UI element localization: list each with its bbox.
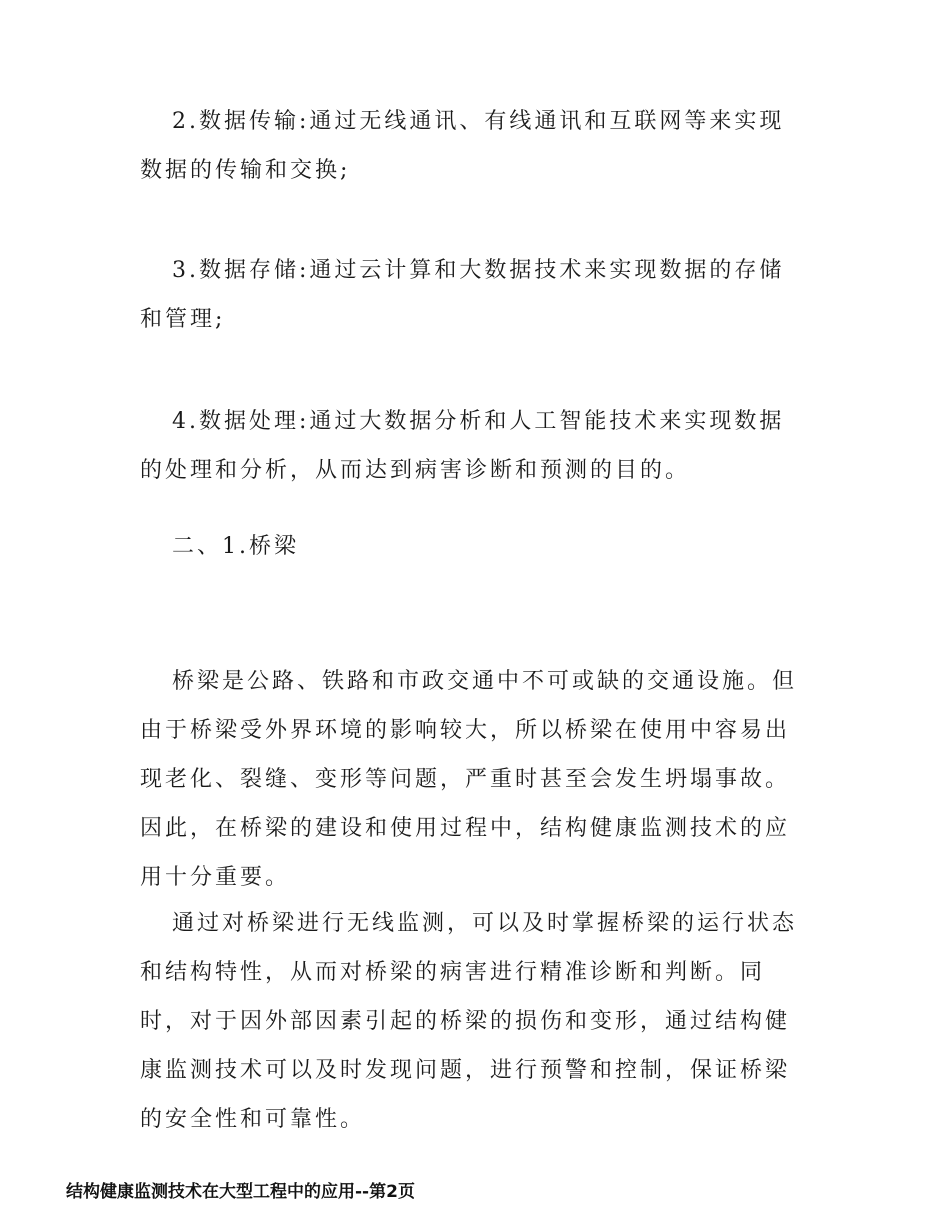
paragraph-data-processing: 4.数据处理:通过大数据分析和人工智能技术来实现数据的处理和分析，从而达到病害诊断和预测的目的。 [140, 409, 785, 483]
paragraph-data-storage: 3.数据存储:通过云计算和大数据技术来实现数据的存储和管理; [140, 258, 785, 332]
section-heading-bridges: 二、1.桥梁 [172, 534, 299, 559]
paragraph-data-transmission: 2.数据传输:通过无线通讯、有线通讯和互联网等来实现数据的传输和交换; [140, 109, 785, 183]
page-footer: 结构健康监测技术在大型工程中的应用--第2页 [66, 1182, 415, 1202]
paragraph-bridge-monitoring: 通过对桥梁进行无线监测，可以及时掌握桥梁的运行状态和结构特性，从而对桥梁的病害进行精准诊断和判断。同时，对于因外部因素引起的桥梁的损伤和变形，通过结构健康监测技术可以及时发现问题，进行预警和控制，保证桥梁的安全性和可靠性。 [140, 911, 798, 1132]
paragraph-bridge-importance: 桥梁是公路、铁路和市政交通中不可或缺的交通设施。但由于桥梁受外界环境的影响较大，所以桥梁在使用中容易出现老化、裂缝、变形等问题，严重时甚至会发生坍塌事故。因此，在桥梁的建设和使用过程中，结构健康监测技术的应用十分重要。 [140, 669, 798, 890]
